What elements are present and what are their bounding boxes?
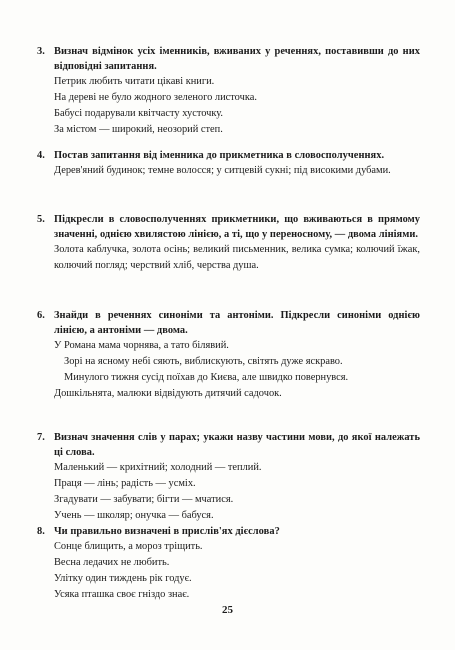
task-lines <box>54 338 420 402</box>
proverb: Весна ледачих не любить. <box>54 557 170 568</box>
sentence: Маленький — крихітний; холодний — теплий. <box>54 462 262 473</box>
page-number: 25 <box>222 604 233 616</box>
task-instruction: Підкресли в словосполученнях прикметники, що вживаються в прямому значенні, однією хвилястою лінією, а ті, що у переносному, — двома лініями. <box>54 214 420 240</box>
task-number: 7. <box>37 432 45 443</box>
sentence: Минулого тижня сусід поїхав до Києва, але швидко повернувся. <box>64 372 349 383</box>
sentence: Золота каблучка, золота осінь; великий письменник, велика сумка; колючий їжак, колючий погляд; черствий хліб, черства душа. <box>54 244 420 271</box>
sentence: На дереві не було жодного зеленого листочка. <box>54 92 257 103</box>
task-lines <box>54 74 420 138</box>
sentence: Учень — школяр; онучка — бабуся. <box>54 510 214 521</box>
task-instruction: Визнач відмінок усіх іменників, вживаних у реченнях, поставивши до них відповідні запитання. <box>54 46 420 72</box>
sentence: Петрик любить читати цікаві книги. <box>54 76 215 87</box>
task-lines <box>54 163 420 179</box>
task-lines <box>54 539 420 603</box>
task-7 <box>37 430 420 524</box>
task-8 <box>37 524 420 603</box>
task-number: 6. <box>37 310 45 321</box>
task-number: 8. <box>37 526 45 537</box>
task-instruction: Знайди в реченнях синоніми та антоніми. Підкресли синоніми однією лінією, а антоніми — двома. <box>54 310 420 336</box>
sentence: Бабусі подарували квітчасту хусточку. <box>54 108 224 119</box>
task-6 <box>37 308 420 402</box>
task-lines <box>54 460 420 524</box>
task-5 <box>37 212 420 274</box>
proverb: Усяка пташка своє гніздо знає. <box>54 589 190 600</box>
proverb: Улітку один тиждень рік годує. <box>54 573 192 584</box>
task-instruction: Чи правильно визначені в прислів'ях дієслова? <box>54 526 280 537</box>
sentence: У Романа мама чорнява, а тато білявий. <box>54 340 229 351</box>
task-3 <box>37 44 420 138</box>
task-instruction: Визнач значення слів у парах; укажи назву частини мови, до якої належать ці слова. <box>54 432 420 458</box>
task-lines <box>54 242 420 274</box>
sentence: Дерев'яний будинок; темне волосся; у ситцевій сукні; під високими дубами. <box>54 165 391 176</box>
task-number: 5. <box>37 214 45 225</box>
sentence: За містом — широкий, неозорий степ. <box>54 124 223 135</box>
task-number: 4. <box>37 150 45 161</box>
task-instruction: Постав запитання від іменника до прикметника в словосполученнях. <box>54 150 385 161</box>
sentence: Праця — лінь; радість — усміх. <box>54 478 196 489</box>
task-number: 3. <box>37 46 45 57</box>
task-4 <box>37 148 420 179</box>
sentence: Зорі на ясному небі сяють, виблискують, світять дуже яскраво. <box>64 356 343 367</box>
sentence: Згадувати — забувати; бігти — мчатися. <box>54 494 234 505</box>
proverb: Сонце блищить, а мороз тріщить. <box>54 541 203 552</box>
sentence: Дошкільнята, малюки відвідують дитячий садочок. <box>54 388 282 399</box>
